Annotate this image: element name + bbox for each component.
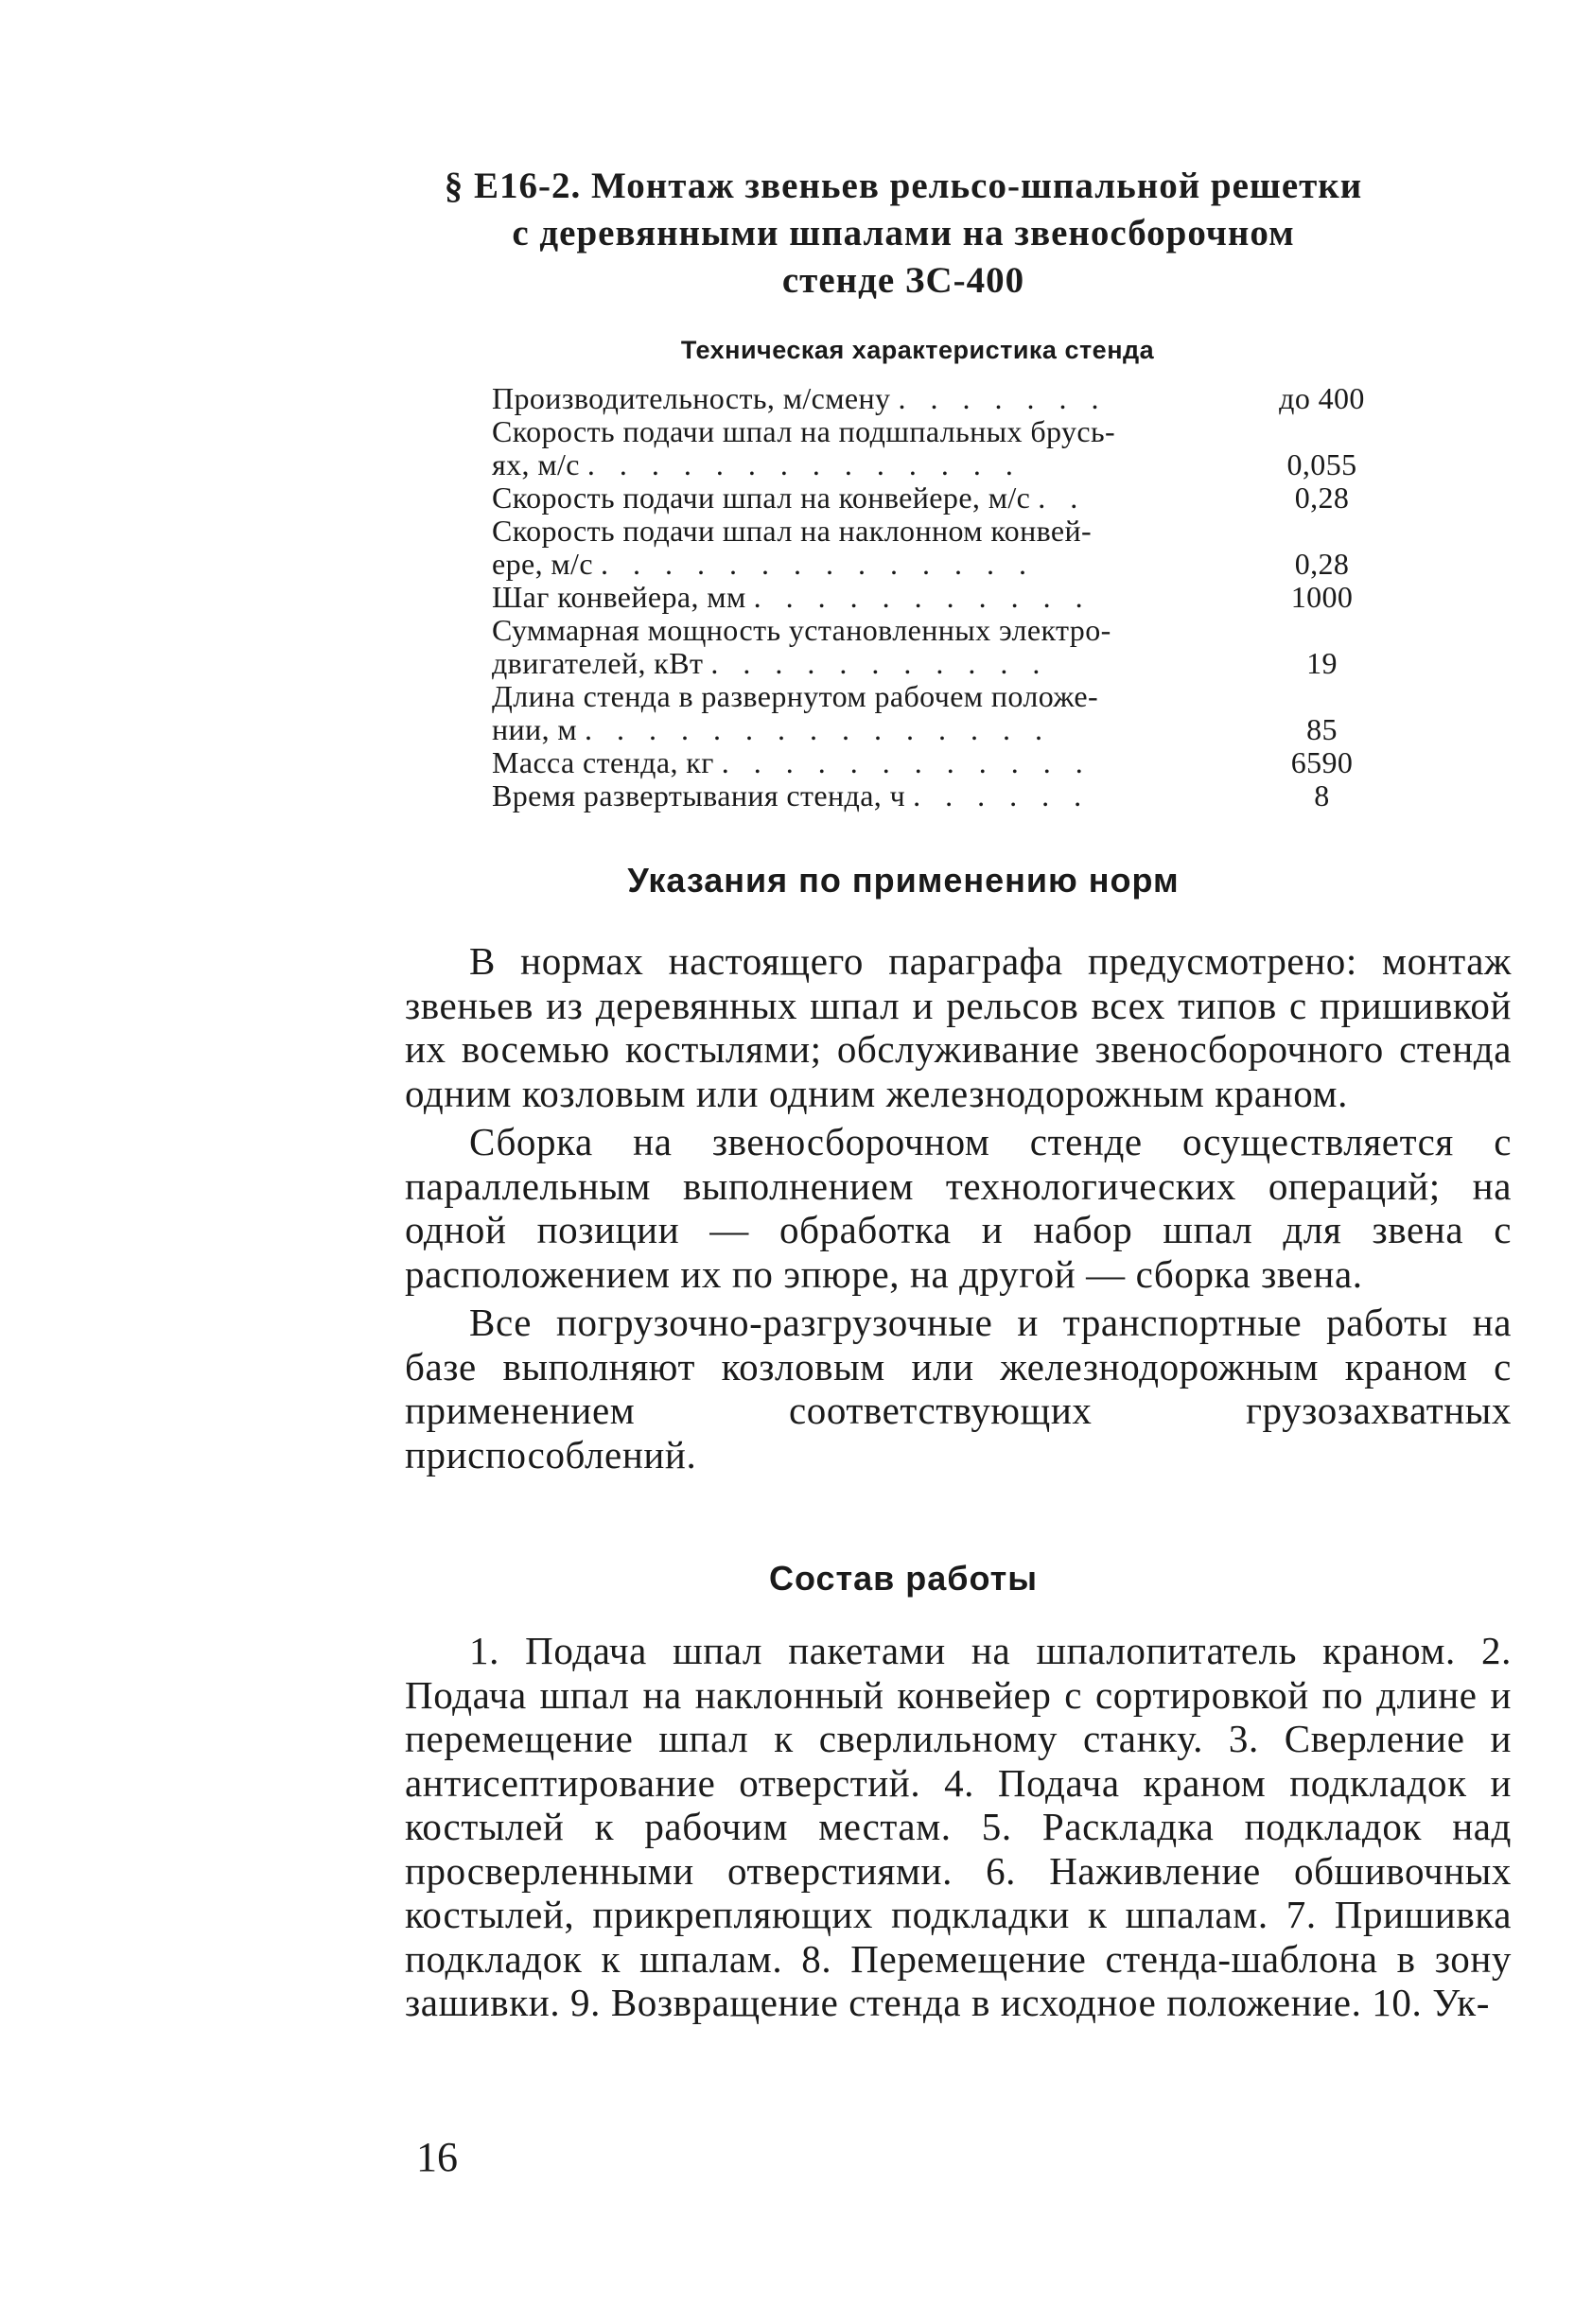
spec-label-text: Масса стенда, кг — [492, 745, 714, 779]
spec-label-text: ере, м/с — [492, 547, 593, 581]
work-composition-heading: Состав работы — [768, 1559, 1039, 1598]
spec-row — [492, 680, 1400, 746]
spec-value: 0,055 — [1286, 447, 1357, 481]
spec-label-line-1: Длина стенда в развернутом рабочем положе- — [492, 679, 1099, 713]
spec-label-line-1: Суммарная мощность установленных электро- — [492, 613, 1111, 647]
spec-row — [492, 581, 1400, 614]
work-composition-text: 1. Подача шпал пакетами на шпалопитатель краном. 2. Подача шпал на наклонный конвейер с сортировкой по длине и перемещение шпал к сверлильному станку. 3. Сверление и антисептирование отверстий. 4. Подача краном подкладок и костылей к рабочим местам. 5. Раскладка подкладок над просверленными отверстиями. 6. Наживление обшивочных костылей, прикрепляющих подкладки к шпалам. 7. Пришивка подкладок к шпалам. 8. Перемещение стенда-шаблона в зону зашивки. 9. Возвращение стенда в исходное положение. 10. Ук- — [405, 1629, 1512, 2024]
norms-heading: Указания по применению норм — [627, 861, 1180, 900]
spec-label-text: двигателей, кВт — [492, 646, 704, 680]
spec-label-text: ях, м/с — [492, 447, 580, 481]
spec-label — [492, 415, 1244, 481]
spec-label — [492, 481, 1244, 515]
spec-leader-dots: . . . . . . . . . . . . . . — [586, 448, 1022, 481]
spec-row — [492, 382, 1400, 415]
spec-value: до 400 — [1279, 381, 1365, 415]
spec-row — [492, 779, 1400, 813]
spec-value: 1000 — [1290, 580, 1354, 614]
spec-value: 19 — [1306, 646, 1338, 680]
spec-leader-dots: . . . . . . — [913, 779, 1091, 813]
spec-row — [492, 481, 1400, 515]
spec-leader-dots: . . . . . . . . . . . . . . — [600, 548, 1035, 581]
spec-row — [492, 614, 1400, 680]
norms-paragraph-3: Все погрузочно-разгрузочные и транспортные работы на базе выполняют козловым или железнодорожным краном с применением соответствующих грузозахватных приспособлений. — [405, 1301, 1512, 1477]
spec-label — [492, 779, 1244, 813]
spec-label — [492, 680, 1244, 746]
spec-value: 0,28 — [1294, 481, 1350, 515]
section-title — [407, 163, 1400, 305]
spec-leader-dots: . . . . . . . . . . . — [753, 581, 1092, 614]
work-composition-body — [405, 1629, 1512, 2025]
spec-label — [492, 746, 1244, 779]
spec-label — [492, 382, 1244, 415]
norms-paragraph-1: В нормах настоящего параграфа предусмотрено: монтаж звеньев из деревянных шпал и рельсов всех типов с пришивкой их восемью костылями; обслуживание звеносборочного стенда одним козловым или одним железнодорожным краном. — [405, 939, 1512, 1115]
page-number: 16 — [416, 2134, 458, 2180]
spec-value: 85 — [1306, 712, 1338, 746]
spec-leader-dots: . . . . . . . . . . . . — [721, 746, 1092, 779]
spec-label-text: Шаг конвейера, мм — [492, 580, 746, 614]
spec-label — [492, 515, 1244, 581]
spec-value: 0,28 — [1294, 547, 1350, 581]
spec-label — [492, 581, 1244, 614]
spec-label — [492, 614, 1244, 680]
spec-leader-dots: . . — [1038, 481, 1087, 515]
spec-leader-dots: . . . . . . . — [898, 382, 1108, 415]
spec-leader-dots: . . . . . . . . . . . — [710, 647, 1049, 680]
spec-label-line-1: Скорость подачи шпал на подшпальных брусь- — [492, 414, 1116, 448]
tech-characteristics-heading: Техническая характеристика стенда — [680, 336, 1155, 364]
spec-label-text: Скорость подачи шпал на конвейере, м/с — [492, 481, 1031, 515]
spec-value: 6590 — [1290, 745, 1354, 779]
spec-leader-dots: . . . . . . . . . . . . . . . — [585, 713, 1052, 746]
spec-value: 8 — [1314, 778, 1330, 813]
spec-label-line-1: Скорость подачи шпал на наклонном конвей- — [492, 514, 1093, 548]
section-title-line-3: стенде ЗС-400 — [781, 260, 1025, 301]
spec-row — [492, 746, 1400, 779]
spec-table — [492, 382, 1400, 813]
norms-paragraph-2: Сборка на звеносборочном стенде осуществляется с параллельным выполнением технологических операций; на одной позиции — обработка и набор шпал для звена с расположением их по эпюре, на другой — сборка звена. — [405, 1120, 1512, 1296]
norms-body — [405, 939, 1512, 1477]
spec-row — [492, 515, 1400, 581]
section-title-line-2: с деревянными шпалами на звеносборочном — [512, 213, 1295, 253]
spec-label-text: нии, м — [492, 712, 578, 746]
spec-label-text: Производительность, м/смену — [492, 381, 891, 415]
spec-label-text: Время развертывания стенда, ч — [492, 778, 906, 813]
section-title-line-1: § Е16-2. Монтаж звеньев рельсо-шпальной решетки — [444, 166, 1363, 206]
spec-row — [492, 415, 1400, 481]
